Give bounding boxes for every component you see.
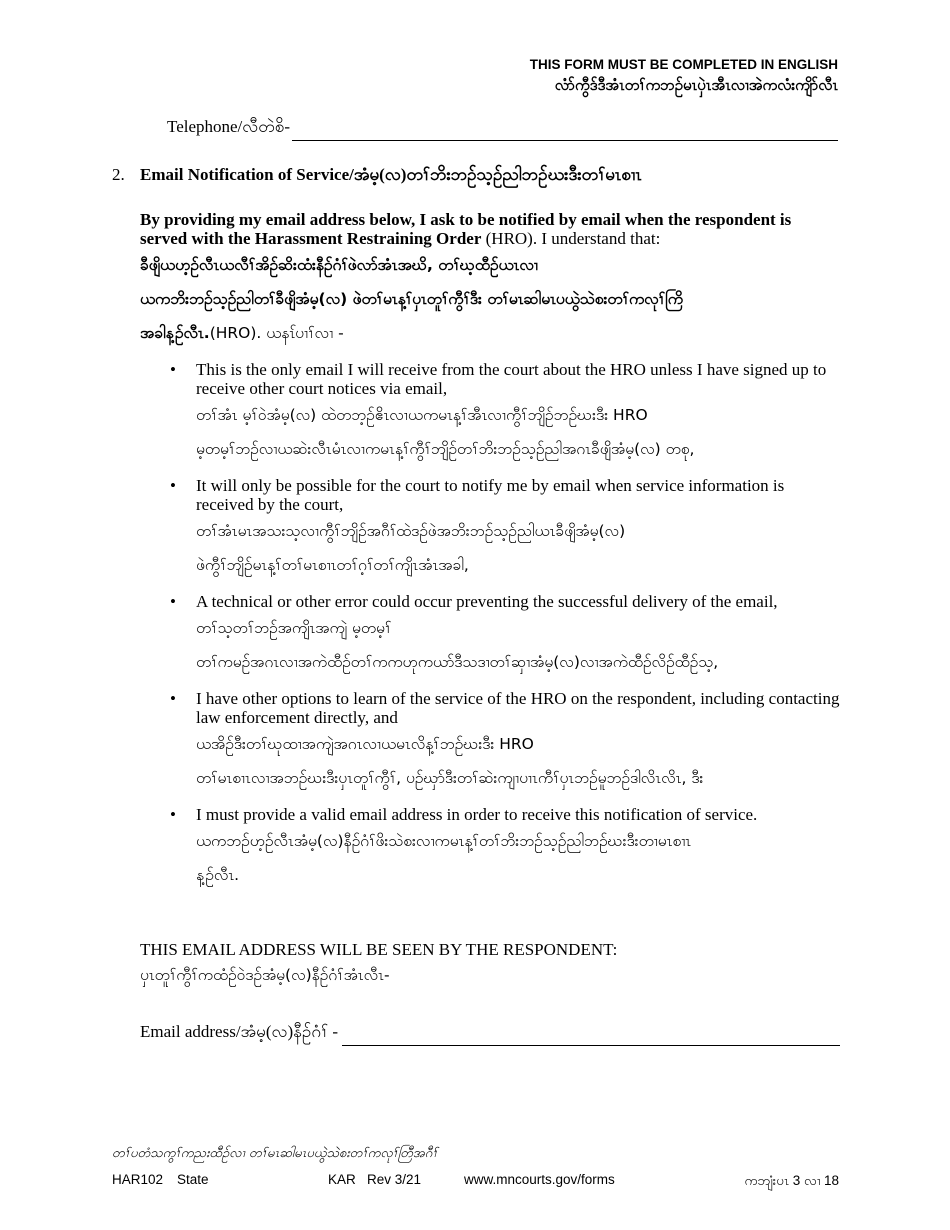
list-item-karen-2: န့ဉ်လီၤ. bbox=[196, 866, 240, 884]
section-2-intro bbox=[140, 210, 840, 350]
website-link[interactable]: www.mncourts.gov/forms bbox=[464, 1172, 615, 1187]
page-number: ကဘျံးပၤ 3 လၢ 18 bbox=[744, 1173, 839, 1188]
intro-english bbox=[140, 210, 840, 248]
list-item-english: This is the only email I will receive from the court about the HRO unless I have signed up to receive other court notices via email, bbox=[196, 360, 827, 398]
bullet-icon: • bbox=[170, 360, 176, 379]
bullet-icon: • bbox=[170, 689, 176, 708]
telephone-label: Telephone/လီတဲစိ- bbox=[167, 117, 290, 136]
karen-completion-notice: လံာ်ကွီဒ်ဒီအံၤတၢ်ကဘဉ်မၤပှဲၤအီၤလၢအဲကလံးကျိာ်လီၤ bbox=[554, 77, 838, 94]
list-item bbox=[170, 592, 842, 679]
intro-karen-line-3 bbox=[140, 316, 840, 350]
seen-notice-english: THIS EMAIL ADDRESS WILL BE SEEN BY THE RESPONDENT: bbox=[140, 940, 618, 959]
list-item bbox=[170, 476, 842, 582]
list-item-karen-2: မ့တမ့ၢ်ဘဉ်လၢယဆဲးလီၤမံၤလၢကမၤန့ၢ်ကွီၢ်ဘျိဉ်တၢ်ဘိးဘဉ်သ့ဉ်ညါအဂၤခီဖျိအံမ့(လ) တစု, bbox=[196, 440, 695, 458]
intro-karen-line-3-tail: (HRO). ယနၤ်ပၢၢ်လၢ - bbox=[209, 324, 344, 342]
seen-notice-karen: ပှၤတူၢ်ကွီၢ်ကထံဉ်ဝဲဒဉ်အံမ့(လ)နီဉ်ဂံၢ်အံၤလီၤ- bbox=[140, 966, 390, 984]
intro-karen-line-2: ယကဘိးဘဉ်သ့ဉ်ညါတၢ်ခီဖျိအံမ့(လ) ဖဲတၢ်မၤန့ၢ်ပှၤတူၢ်ကွီၢ်ဒီး တၢ်မၤဆါမၤပယွဲသဲစးတၢ်ကလုၢ်ကြိ bbox=[140, 290, 683, 308]
list-item-english: A technical or other error could occur preventing the successful delivery of the email, bbox=[196, 592, 778, 611]
language-revision: KAR Rev 3/21 bbox=[328, 1172, 422, 1187]
page-footer bbox=[112, 1172, 839, 1190]
bullet-icon: • bbox=[170, 592, 176, 611]
list-item-karen-2: တၢ်ကမဉ်အဂၤလၢအကဲထီဉ်တၢ်ကကဟုကယာ်ဒီသဒၢတၢ်ဆှၢအံမ့(လ)လၢအကဲထီဉ်လိဉ်ထီဉ်သ့, bbox=[196, 653, 719, 671]
section-2-heading bbox=[112, 164, 642, 189]
footer-form-name: တၢ်ပတံသကွၢ်ကညးထီဉ်လၢ တၢ်မၤဆါမၤပယွဲသဲစးတၢ်ကလုၢ်တြီအဂီၢ် bbox=[112, 1146, 438, 1161]
bullet-icon: • bbox=[170, 805, 176, 824]
respondent-visibility-notice bbox=[140, 940, 617, 990]
list-item-karen-2: တၢ်မၤစၢၤလၢအဘဉ်ဃးဒီးပှၤတူၢ်ကွီၢ်, ပဉ်ဃှာ်ဒီးတၢ်ဆဲးကျၢပၢၤကီၢ်ပှၤဘဉ်မူဘဉ်ဒါလိၤလိၤ, ဒီး bbox=[196, 769, 704, 787]
telephone-field-row bbox=[167, 116, 838, 141]
english-completion-notice: THIS FORM MUST BE COMPLETED IN ENGLISH bbox=[529, 57, 838, 72]
list-item bbox=[170, 360, 842, 466]
acknowledgement-list bbox=[170, 360, 842, 902]
list-item bbox=[170, 805, 842, 892]
intro-karen-line-1: ခီဖျိယဟ့ဉ်လီၤယလီၢ်အိဉ်ဆိးထံးနီဉ်ဂံၢ်ဖဲလာ်အံၤအဃိ, တၢ်ဃ့ထီဉ်ယၤလၢ bbox=[140, 256, 538, 274]
email-label: Email address/အံမ့(လ)နီဉ်ဂံၢ် - bbox=[140, 1022, 339, 1041]
form-header bbox=[530, 56, 838, 98]
list-item-karen-1: တၢ်အံၤ မ့ၢ်ဝဲအံမ့(လ) ထဲတဘ့ဉ်ဧိၤလၢယကမၤန့ၢ်အီၤလၢကွီၢ်ဘျိဉ်ဘဉ်ဃးဒီး HRO bbox=[196, 406, 648, 424]
jurisdiction: State bbox=[177, 1172, 209, 1187]
list-item-english: It will only be possible for the court to notify me by email when service information is received by the court, bbox=[196, 476, 785, 514]
bullet-icon: • bbox=[170, 476, 176, 495]
list-item-karen-1: ယကဘဉ်ဟ့ဉ်လီၤအံမ့(လ)နီဉ်ဂံၢ်ဖိးသဲစးလၢကမၤန့ၢ်တၢ်ဘိးဘဉ်သ့ဉ်ညါဘဉ်ဃးဒီးတၢမၤစၢၤ bbox=[196, 832, 692, 850]
section-number: 2. bbox=[112, 165, 125, 184]
list-item-karen-1: တၢ်သ့တၢ်ဘဉ်အကျိၤအကျဲ မ့တမ့ၢ် bbox=[196, 619, 392, 637]
intro-karen-line-3-bold: အခါန့ဉ်လီၤ. bbox=[140, 324, 210, 342]
section-title: Email Notification of Service/အံမ့(လ)တၢ်ဘိးဘဉ်သ့ဉ်ညါဘဉ်ဃးဒီးတၢ်မၤစၢၤ bbox=[140, 165, 642, 184]
email-input-line[interactable] bbox=[342, 1030, 840, 1046]
form-id: HAR102 bbox=[112, 1172, 164, 1187]
list-item bbox=[170, 689, 842, 795]
list-item-english: I have other options to learn of the service of the HRO on the respondent, including contacting law enforcement directly, and bbox=[196, 689, 840, 727]
intro-bold-text: By providing my email address below, I ask to be notified by email when the respondent is served with the Harassment Restraining Order bbox=[140, 210, 792, 248]
telephone-input-line[interactable] bbox=[292, 125, 838, 141]
list-item-english: I must provide a valid email address in order to receive this notification of service. bbox=[196, 805, 758, 824]
list-item-karen-1: တၢ်အံၤမၤအသးသ့လၢကွီၢ်ဘျိဉ်အဂီၢ်ထဲဒဉ်ဖဲအဘိးဘဉ်သ့ဉ်ညါယၤခီဖျိအံမ့(လ) bbox=[196, 522, 626, 540]
list-item-karen-1: ယအိဉ်ဒီးတၢ်ဃုထၢအကျဲအဂၤလၢယမၤလိန့ၢ်ဘဉ်ဃးဒီး HRO bbox=[196, 735, 534, 753]
intro-normal-text: (HRO). I understand that: bbox=[481, 229, 661, 248]
email-field-row bbox=[140, 1021, 840, 1046]
list-item-karen-2: ဖဲကွီၢ်ဘျိဉ်မၤန့ၢ်တၢ်မၤစၢၤတၢ်ဂ့ၢ်တၢ်ကျိၤအံၤအခါ, bbox=[196, 556, 469, 574]
